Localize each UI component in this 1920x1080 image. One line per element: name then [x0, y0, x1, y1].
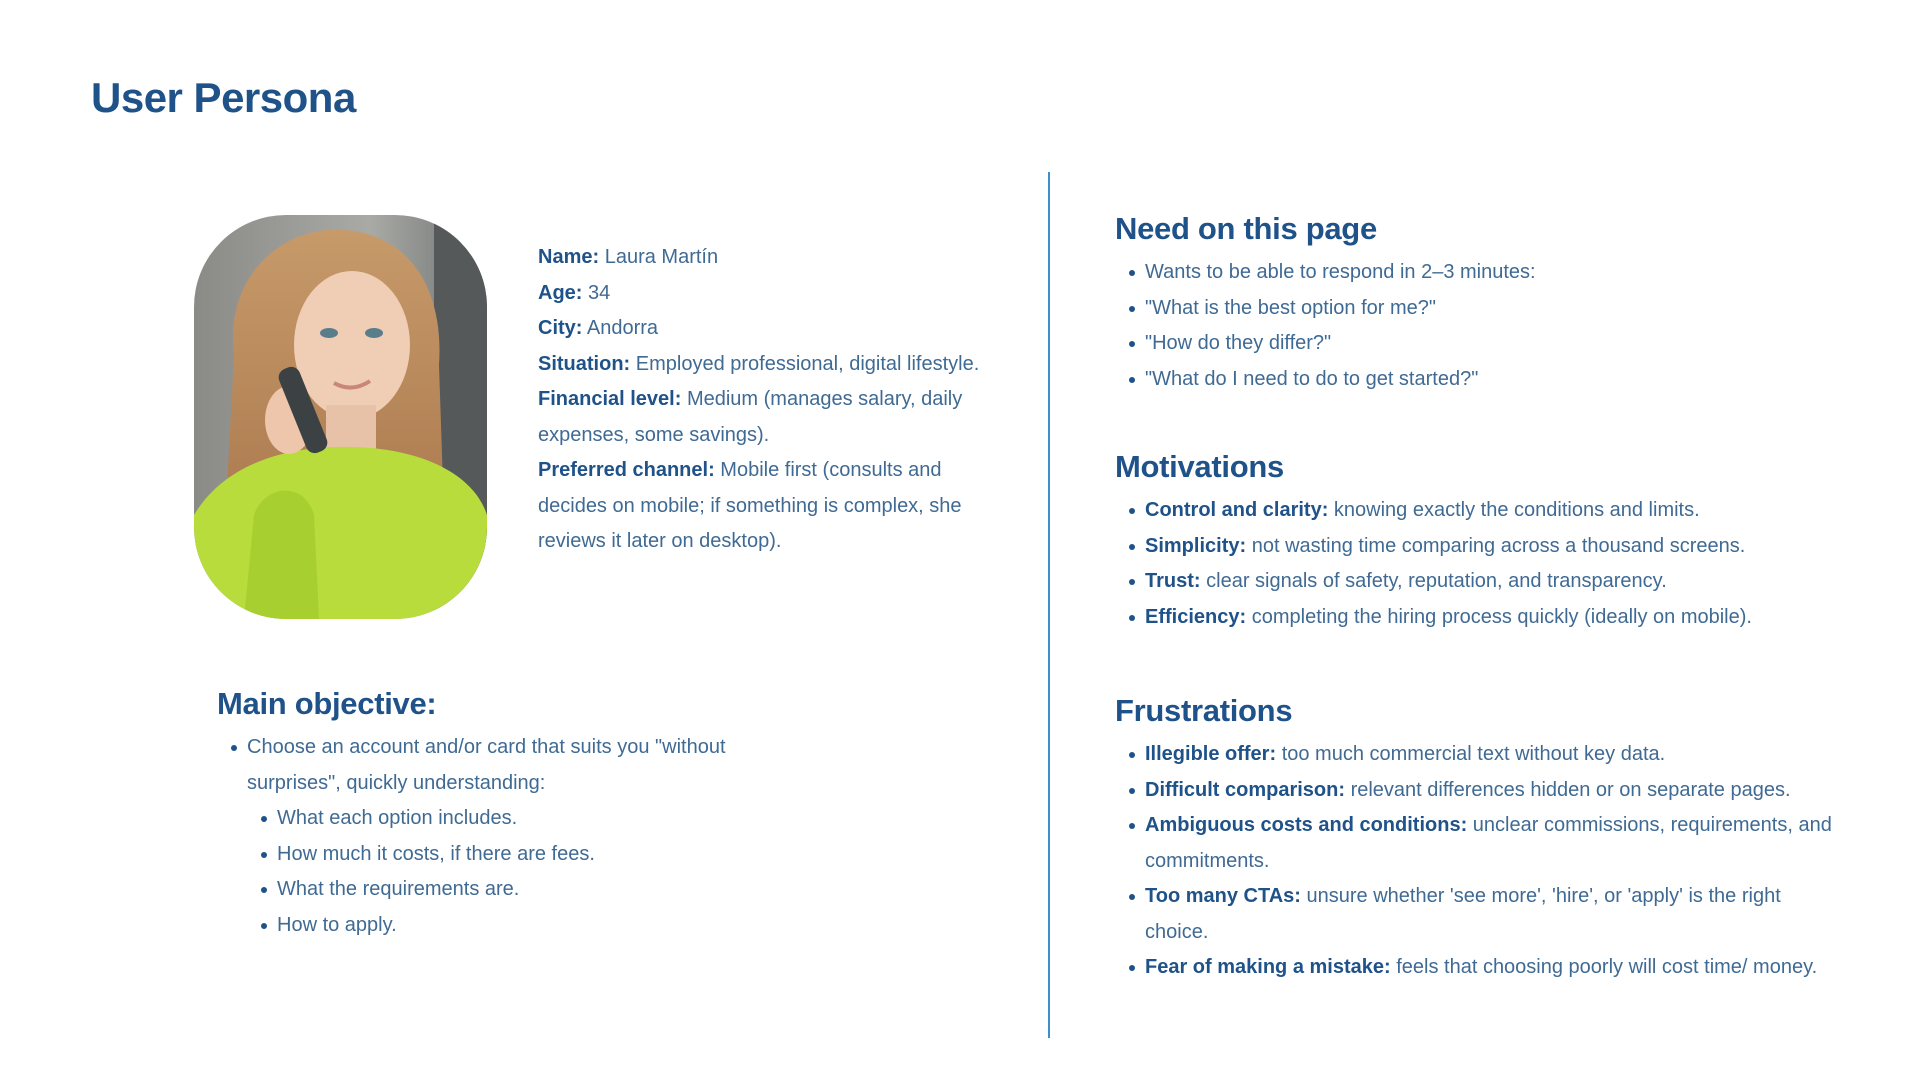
- list-item: Control and clarity: knowing exactly the conditions and limits.: [1145, 493, 1835, 529]
- needs-section: [1115, 209, 1815, 397]
- main-objective-title: Main objective:: [217, 686, 437, 721]
- list-item: Trust: clear signals of safety, reputation, and transparency.: [1145, 564, 1835, 600]
- list-item: Simplicity: not wasting time comparing across a thousand screens.: [1145, 529, 1835, 565]
- persona-preferred-channel: Preferred channel: Mobile first (consults and decides on mobile; if something is complex, she reviews it later on desktop).: [538, 459, 962, 552]
- main-objective-list: [217, 730, 817, 943]
- persona-situation: Situation: Employed professional, digital lifestyle.: [538, 352, 980, 375]
- objective-sub-list: [247, 801, 817, 943]
- list-item: Wants to be able to respond in 2–3 minutes:: [1145, 255, 1815, 291]
- persona-age: Age: 34: [538, 281, 611, 304]
- list-item: "What do I need to do to get started?": [1145, 362, 1815, 398]
- list-item: Ambiguous costs and conditions: unclear commissions, requirements, and commitments.: [1145, 808, 1835, 879]
- list-item: Difficult comparison: relevant differences hidden or on separate pages.: [1145, 773, 1835, 809]
- needs-list: [1115, 255, 1815, 397]
- main-objective-section: [217, 684, 817, 943]
- motivations-list: [1115, 493, 1835, 635]
- list-item: Fear of making a mistake: feels that choosing poorly will cost time/ money.: [1145, 950, 1835, 986]
- motivations-title: Motivations: [1115, 449, 1284, 484]
- list-item: Illegible offer: too much commercial text without key data.: [1145, 737, 1835, 773]
- list-item: "What is the best option for me?": [1145, 291, 1815, 327]
- persona-financial-level: Financial level: Medium (manages salary, daily expenses, some savings).: [538, 388, 963, 446]
- list-item: What each option includes.: [277, 801, 817, 837]
- column-divider: [1048, 172, 1050, 1038]
- page-title: User Persona: [91, 74, 356, 121]
- persona-photo: [194, 215, 487, 619]
- list-item: Too many CTAs: unsure whether 'see more', 'hire', or 'apply' is the right choice.: [1145, 879, 1835, 950]
- persona-photo-image: [194, 215, 487, 619]
- persona-details: [538, 240, 1008, 560]
- persona-city: City: Andorra: [538, 317, 659, 339]
- needs-title: Need on this page: [1115, 211, 1377, 246]
- list-item: How to apply.: [277, 908, 817, 944]
- frustrations-list: [1115, 737, 1835, 986]
- frustrations-section: [1115, 691, 1835, 986]
- list-item: What the requirements are.: [277, 872, 817, 908]
- list-item: Efficiency: completing the hiring process quickly (ideally on mobile).: [1145, 600, 1835, 636]
- motivations-section: [1115, 447, 1835, 635]
- frustrations-title: Frustrations: [1115, 693, 1293, 728]
- list-item: Choose an account and/or card that suits you "without surprises", quickly understanding: What each option includes. How much it costs, if there are fees. What the requirements are. How to apply.: [247, 730, 817, 943]
- list-item: "How do they differ?": [1145, 326, 1815, 362]
- persona-name: Name: Laura Martín: [538, 246, 719, 268]
- list-item: How much it costs, if there are fees.: [277, 837, 817, 873]
